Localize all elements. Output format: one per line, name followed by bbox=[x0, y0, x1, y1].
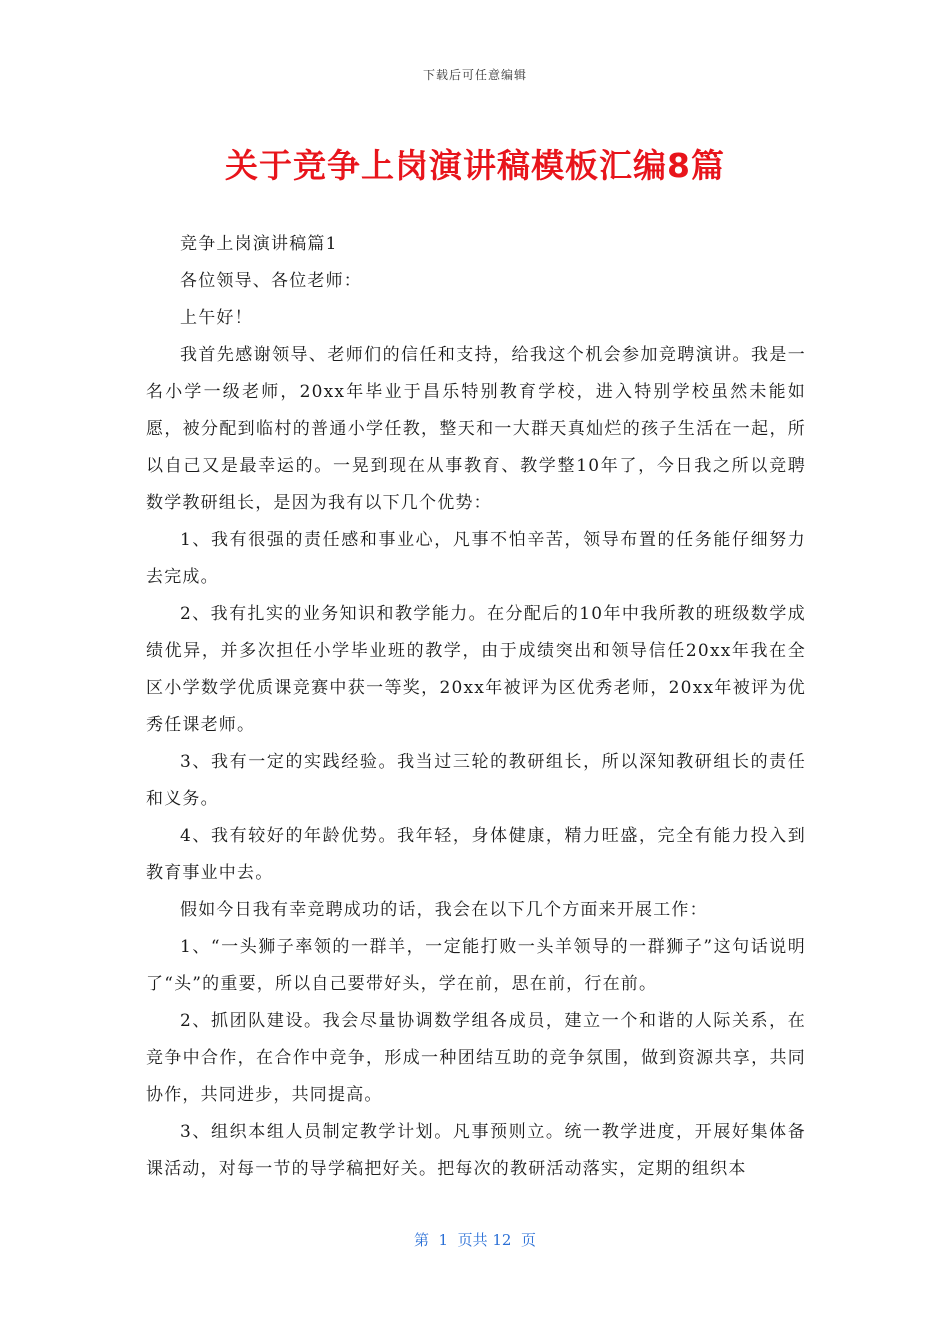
document-body bbox=[146, 226, 806, 1188]
paragraph: 2、我有扎实的业务知识和教学能力。在分配后的10年中我所教的班级数学成绩优异，并多次担任小学毕业班的教学，由于成绩突出和领导信任20xx年我在全区小学数学优质课竞赛中获一等奖，20xx年被评为区优秀老师，20xx年被评为优秀任课老师。 bbox=[146, 604, 806, 735]
paragraph: 1、“一头狮子率领的一群羊，一定能打败一头羊领导的一群狮子”这句话说明了“头”的重要，所以自己要带好头，学在前，思在前，行在前。 bbox=[146, 937, 806, 994]
paragraph: 我首先感谢领导、老师们的信任和支持，给我这个机会参加竞聘演讲。我是一名小学一级老师，20xx年毕业于昌乐特别教育学校，进入特别学校虽然未能如愿，被分配到临村的普通小学任教，整天和一大群天真灿烂的孩子生活在一起，所以自己又是最幸运的。一晃到现在从事教育、教学整10年了，今日我之所以竞聘数学教研组长，是因为我有以下几个优势： bbox=[146, 345, 806, 513]
section-heading: 竞争上岗演讲稿篇1 bbox=[180, 234, 338, 254]
paragraph: 4、我有较好的年龄优势。我年轻，身体健康，精力旺盛，完全有能力投入到教育事业中去。 bbox=[146, 826, 806, 883]
paragraph: 假如今日我有幸竞聘成功的话，我会在以下几个方面来开展工作： bbox=[180, 900, 708, 920]
paragraph: 3、组织本组人员制定教学计划。凡事预则立。统一教学进度，开展好集体备课活动，对每一节的导学稿把好关。把每次的教研活动落实，定期的组织本 bbox=[146, 1122, 806, 1179]
paragraph: 1、我有很强的责任感和事业心，凡事不怕辛苦，领导布置的任务能仔细努力去完成。 bbox=[146, 530, 806, 587]
paragraph: 2、抓团队建设。我会尽量协调数学组各成员，建立一个和谐的人际关系，在竞争中合作，在合作中竞争，形成一种团结互助的竞争氛围，做到资源共享，共同协作，共同进步，共同提高。 bbox=[146, 1011, 806, 1105]
document-title: 关于竞争上岗演讲稿模板汇编8篇 bbox=[225, 146, 725, 185]
salutation: 各位领导、各位老师： bbox=[180, 271, 362, 291]
header-note: 下载后可任意编辑 bbox=[422, 68, 527, 82]
paragraph: 3、我有一定的实践经验。我当过三轮的教研组长，所以深知教研组长的责任和义务。 bbox=[146, 752, 806, 809]
page-number-footer: 第 1 页共 12 页 bbox=[413, 1231, 536, 1249]
greeting: 上午好！ bbox=[180, 308, 253, 328]
